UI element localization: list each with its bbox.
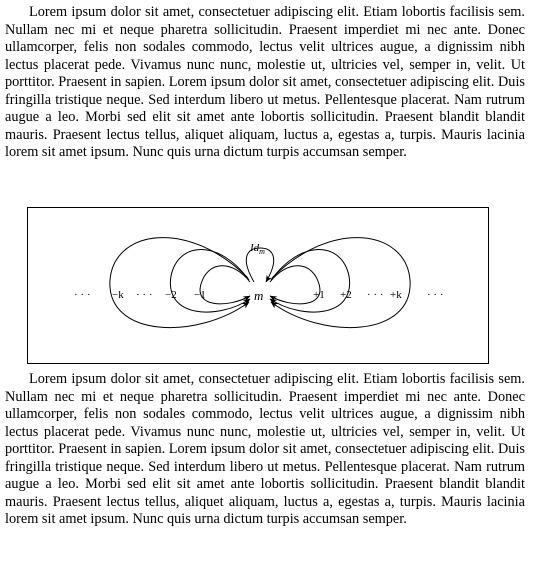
node-plus-1: +1	[313, 289, 325, 301]
node-minus-1: −1	[194, 289, 206, 301]
paragraph-bottom-text: Lorem ipsum dolor sit amet, consectetuer adipiscing elit. Etiam lobortis facilisis sem. Nullam nec mi et neque pharetra sollicitudin. Praesent imperdiet mi nec ante. Donec ullamcorper, felis non sodales commodo, lectus velit ultrices augue, a dignissim nibh lectus placerat pede. Vivamus nunc nunc, molestie ut, ultricies vel, semper in, velit. Ut porttitor. Praesent in sapien. Lorem ipsum dolor sit amet, consectetuer adipiscing elit. Duis fringilla tristique neque. Sed interdum libero ut metus. Pellentesque placerat. Nam rutrum augue a leo. Morbi sed elit sit amet ante lobortis sollicitudin. Praesent blandit blandit mauris. Praesent lectus tellus, aliquet aliquam, luctus a, egestas a, turpis. Mauris lacinia lorem sit amet ipsum. Nunc quis urna dictum turpis accumsan semper.	[5, 371, 525, 527]
left-outer-dots: · · ·	[74, 289, 91, 301]
quiver-diagram	[28, 208, 490, 365]
loop-arrow-minus-k	[110, 238, 249, 328]
paragraph-top-text: Lorem ipsum dolor sit amet, consectetuer adipiscing elit. Etiam lobortis facilisis sem. Nullam nec mi et neque pharetra sollicitudin. Praesent imperdiet mi nec ante. Donec ullamcorper, felis non sodales commodo, lectus velit ultrices augue, a dignissim nibh lectus placerat pede. Vivamus nunc nunc, molestie ut, ultricies vel, semper in, velit. Ut porttitor. Praesent in sapien. Lorem ipsum dolor sit amet, consectetuer adipiscing elit. Duis fringilla tristique neque. Sed interdum libero ut metus. Pellentesque placerat. Nam rutrum augue a leo. Morbi sed elit sit amet ante lobortis sollicitudin. Praesent blandit blandit mauris. Praesent lectus tellus, aliquet aliquam, luctus a, egestas a, turpis. Mauris lacinia lorem sit amet ipsum. Nunc quis urna dictum turpis accumsan semper.	[5, 4, 525, 160]
node-plus-k: +k	[390, 289, 402, 301]
right-outer-dots: · · ·	[427, 289, 444, 301]
figure-frame	[27, 207, 489, 364]
node-minus-k: −k	[112, 289, 124, 301]
loop-arrow-plus-k	[271, 238, 410, 328]
paragraph-top	[5, 4, 525, 162]
left-inner-dots: · · ·	[136, 289, 153, 301]
node-plus-2: +2	[340, 289, 352, 301]
node-minus-2: −2	[165, 289, 177, 301]
right-inner-dots: · · ·	[367, 289, 384, 301]
node-m: m	[254, 288, 264, 303]
paragraph-bottom	[5, 371, 525, 529]
self-loop-label: $Id_m$	[250, 242, 265, 256]
